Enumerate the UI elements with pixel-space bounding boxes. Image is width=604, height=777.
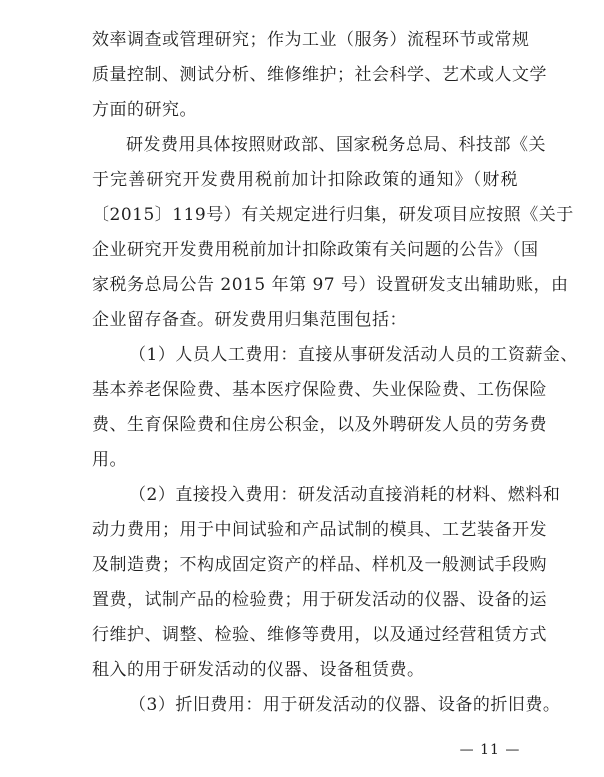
text-line-18: 行维护、调整、检验、维修等费用，以及通过经营租赁方式 (92, 625, 547, 645)
text-line-3: 方面的研究。 (92, 100, 197, 120)
text-line-12: 费、生育保险费和住房公积金，以及外聘研发人员的劳务费 (92, 415, 547, 435)
text-line-11: 基本养老保险费、基本医疗保险费、失业保险费、工伤保险 (92, 380, 547, 400)
text-line-4: 研发费用具体按照财政部、国家税务总局、科技部《关 (126, 135, 546, 155)
text-line-1: 效率调查或管理研究；作为工业（服务）流程环节或常规 (92, 30, 530, 50)
text-line-7: 企业研究开发费用税前加计扣除政策有关问题的公告》（国 (92, 240, 539, 260)
text-line-5: 于完善研究开发费用税前加计扣除政策的通知》（财税 (92, 170, 518, 190)
text-line-14: （2）直接投入费用：研发活动直接消耗的材料、燃料和 (129, 485, 561, 505)
text-line-16: 及制造费；不构成固定资产的样品、样机及一般测试手段购 (92, 555, 547, 575)
page-number: — 11 — (459, 742, 521, 758)
text-line-17: 置费，试制产品的检验费；用于研发活动的仪器、设备的运 (92, 590, 547, 610)
text-line-8: 家税务总局公告 2015 年第 97 号）设置研发支出辅助账，由 (92, 275, 569, 295)
text-line-2: 质量控制、测试分析、维修维护；社会科学、艺术或人文学 (92, 65, 547, 85)
text-line-10: （1）人员人工费用：直接从事研发活动人员的工资薪金、 (129, 345, 578, 365)
text-line-19: 租入的用于研发活动的仪器、设备租赁费。 (92, 660, 425, 680)
text-line-6: 〔2015〕119号）有关规定进行归集，研发项目应按照《关于 (92, 205, 574, 225)
text-line-20: （3）折旧费用：用于研发活动的仪器、设备的折旧费。 (129, 695, 561, 715)
text-line-9: 企业留存备查。研发费用归集范围包括： (92, 310, 407, 330)
text-line-15: 动力费用；用于中间试验和产品试制的模具、工艺装备开发 (92, 520, 547, 540)
text-line-13: 用。 (92, 450, 127, 470)
